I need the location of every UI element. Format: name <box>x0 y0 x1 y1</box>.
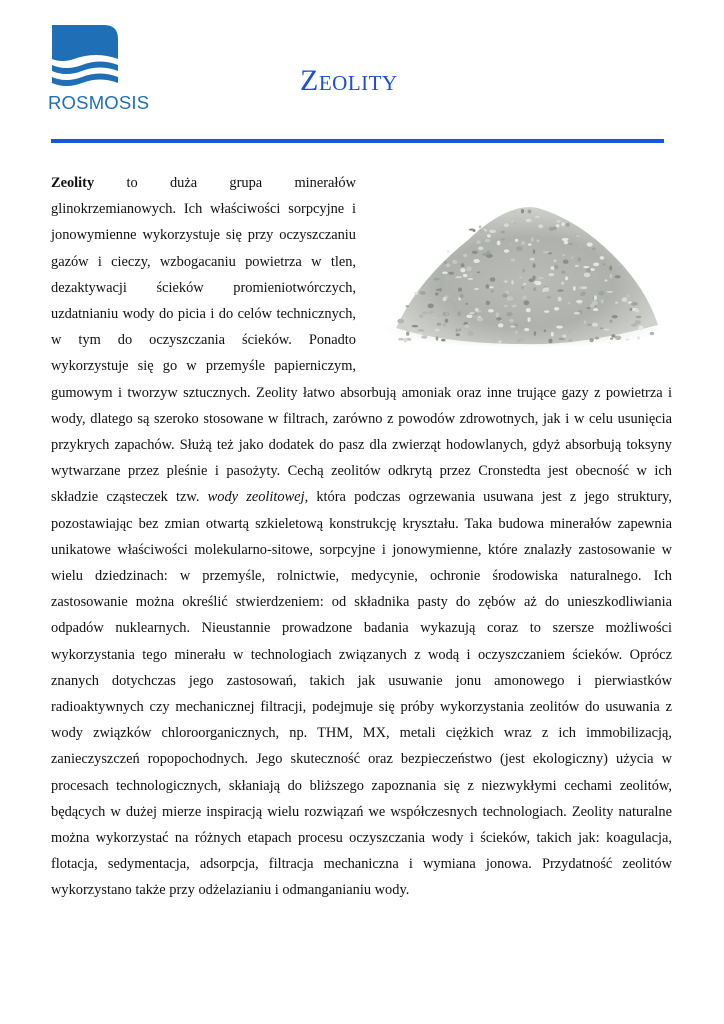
image-float-spacer <box>356 170 672 366</box>
article-body <box>51 170 672 904</box>
page-title: Zeolity <box>300 64 398 97</box>
article-italic-term: wody zeolitowej, <box>207 489 309 506</box>
brand-name: ROSMOSIS <box>48 92 150 113</box>
article-text-part1: to duża grupa minerałów glinokrzemianowych. Ich właściwości sorpcyjne i jonowymienne wykorzystuje się przy oczyszczaniu gazów i cieczy, wzbogacaniu powietrza w tlen, dezaktywacji ścieków promieniotwórczych, uzdatnianiu wody do picia i do celów technicznych, w tym do oczyszczania ścieków. Ponadto wykorzystuje się go w przemyśle papierniczym, gumowym i tworzyw sztucznych. Zeolity łatwo absorbują amoniak oraz inne trujące gazy z powietrza i wody, dlatego są szeroko stosowane w filtrach, zarówno z powodów zdrowotnych, jak i w celu usunięcia przykrych zapachów. Służą też jako dodatek do pasz dla zwierząt hodowlanych, gdyż absorbują toksyny wytwarzane przez pleśnie i pasożyty. Cechą zeolitów odkrytą przez Cronstedta jest obecność w ich składzie cząsteczek tzw. <box>51 175 672 506</box>
article-text-part2: która podczas ogrzewania usuwana jest z jego struktury, pozostawiając bez zmian otwartą szkieletową konstrukcję kryształu. Taka budowa minerałów zapewnia unikatowe właściwości molekularno-sitowe, sorpcyjne i jonowymienne, które znalazły zastosowanie w wielu dziedzinach: w przemyśle, rolnictwie, medycynie, ochronie środowiska naturalnego. Ich zastosowanie można określić stwierdzeniem: od składnika pasty do zębów aż do unieszkodliwiania odpadów nuklearnych. Nieustannie prowadzone badania wykazują coraz to szersze możliwości wykorzystania tego minerału w technologiach związanych z wodą i oczyszczaniem ścieków. Oprócz znanych dotychczas jego zastosowań, takich jak usuwanie jonu amonowego i pierwiastków radioaktywnych czy mechanicznej filtracji, podejmuje się próby wykorzystania zeolitów do usuwania z wody związków chloroorganicznych, np. THM, MX, metali ciężkich wraz z ich immobilizacją, zanieczyszczeń ropopochodnych. Jego skuteczność oraz bezpieczeństwo (jest ekologiczny) użycia w procesach technologicznych, skłaniają do bliższego zapoznania się z niezwykłymi cechami zeolitów, będących w dużej mierze inspiracją wielu rozwiązań we współczesnych technologiach. Zeolity naturalne można wykorzystać na różnych etapach procesu oczyszczania wody i ścieków, takich jak: koagulacja, flotacja, sedymentacja, adsorpcja, filtracja mechaniczna i wymiana jonowa. Przydatność zeolitów wykorzystano także przy odżelazianiu i odmanganianiu wody. <box>51 489 672 899</box>
header-divider <box>51 139 664 143</box>
article-term: Zeolity <box>51 175 95 191</box>
brand-logo <box>48 25 148 117</box>
waves-logo-icon <box>52 25 118 91</box>
